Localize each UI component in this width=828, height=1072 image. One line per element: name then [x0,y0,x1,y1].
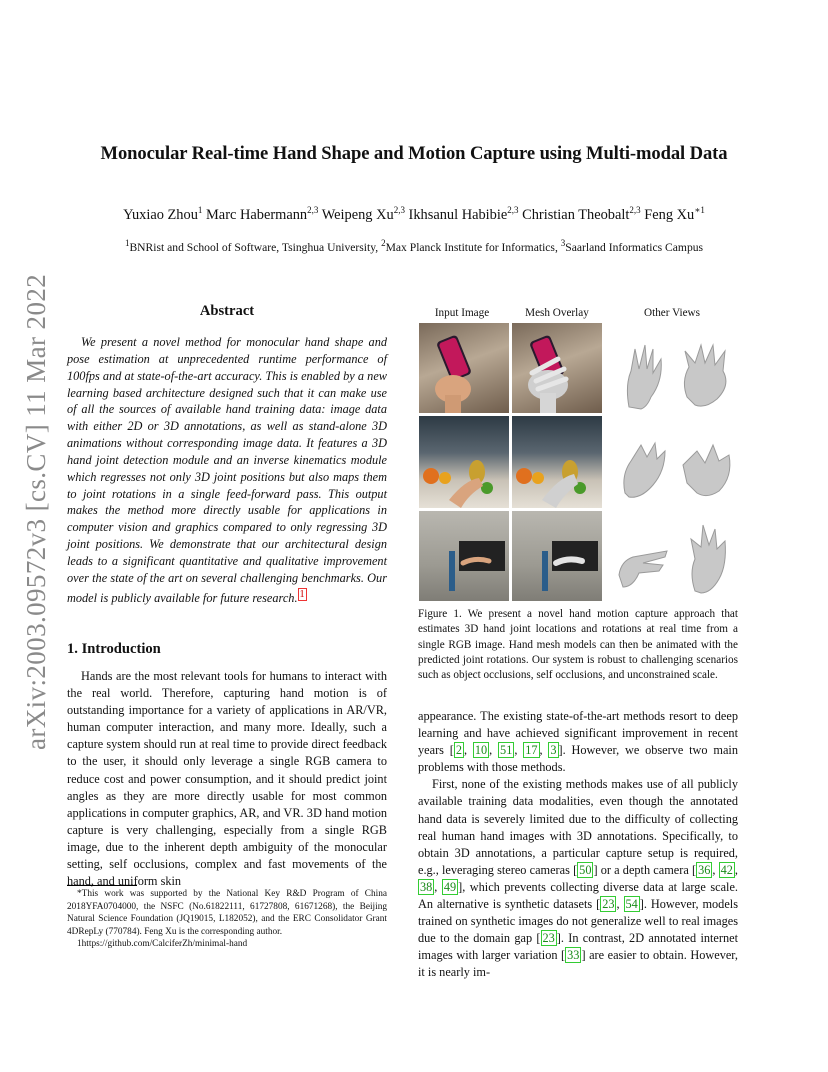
affiliation-name: BNRist and School of Software, Tsinghua University, [129,240,382,254]
mesh-overlay-phone [512,323,602,413]
citation-link[interactable]: 3 [550,743,557,758]
affiliations [0,238,828,254]
citation-link[interactable]: 54 [625,897,638,912]
author-name: Marc Habermann [206,206,308,223]
footnotes [67,888,387,951]
author-affiliation-mark: 2,3 [507,205,519,215]
author-name: Yuxiao Zhou [123,206,198,223]
author-name: Weipeng Xu [321,206,394,223]
author-affiliation-mark: 2,3 [393,205,405,215]
mesh-overlay-room [512,511,602,601]
paragraph: First, none of the existing methods makes use of all publicly available training data modalities, even though the annotated hand data is severely limited due to the difficulty of collecting real human hand images with 3D annotations. Specifically, to obtain 3D annotations, a particular capture setup is required, e.g., leveraging stereo cameras [ 50 ] or a depth camera [ 36 , 42 , 38 , 49 ], which prevents collecting diverse data at large scale. An alternative is synthetic datasets [ 23 , 54 ]. However, models trained on synthetic images do not generalize well to real images due to the domain gap [ 23 ]. In contrast, 2D annotated internet images with larger variation [ 33 ] are easier to obtain. However, it is nearly im- [418,777,739,980]
author-affiliation-mark: 1 [197,205,203,215]
figure-label-mesh-overlay: Mesh Overlay [525,307,589,319]
citation-link[interactable]: 49 [443,879,457,894]
section-heading-introduction: 1. Introduction [67,641,161,657]
author-name: Feng Xu [644,206,695,223]
citation-link[interactable]: 23 [542,931,555,946]
author-affiliation-mark: 2,3 [307,205,319,215]
hand-mesh-view [677,435,737,501]
arxiv-stamp: arXiv:2003.09572v3 [cs.CV] 11 Mar 2022 [21,273,51,750]
affiliation-name: Max Planck Institute for Informatics, [385,240,561,254]
hand-mesh-view [617,341,667,411]
abstract-text: We present a novel method for monocular hand shape and pose estimation at unprecedented runtime performance of 100fps and at state-of-the-art accuracy. This is enabled by a new learning based architecture designed such that it can make use of all the sources of available hand training data: image data with either 2D or 3D annotations, as well as stand-alone 3D animations without corresponding image data. It features a 3D hand joint detection module and an inverse kinematics module which regresses not only 3D joint positions but also maps them to joint rotations in a single feed-forward pass. This output makes the method more directly usable for applications in computer vision and graphics compared to only regressing 3D joint positions. We demonstrate that our architectural design leads to a significant quantitative and qualitative improvement over the state of the art on several challenging benchmarks. Our model is publicly available for future research. $^1$ [67,335,387,605]
author-list [0,205,828,224]
footnote-link[interactable]: 1 [299,588,305,600]
citation-link[interactable]: 2 [455,743,462,758]
citation-link[interactable]: 23 [602,897,615,912]
footnote-funding: *This work was supported by the National Key R&D Program of China 2018YFA0704000, the NSFC (No.61822111, 61727808, 61671268), the Beijing Natural Science Foundation (JQ19015, L182052), and the ERC Consolidator Grant 4DRepLy (770784). Feng Xu is the corresponding author. [67,889,387,937]
citation-link[interactable]: 50 [579,862,592,877]
hand-mesh-view [677,341,737,411]
citation-link[interactable]: 17 [525,743,538,758]
hand-mesh-view [613,531,673,591]
author-name: Ikhsanul Habibie [408,206,508,223]
citation-link[interactable]: 51 [500,743,513,758]
author-affiliation-mark: 2,3 [629,205,641,215]
right-column-text [418,708,738,982]
input-image-phone [419,323,509,413]
figure-1 [419,323,739,601]
citation-link[interactable]: 33 [567,948,580,963]
mesh-overlay-fruit [512,416,602,508]
hand-mesh-view [681,519,731,595]
paragraph: appearance. The existing state-of-the-art methods resort to deep learning and have achieved significant improvement in recent years [ 2 , 10 , 51 , 17 , 3 ]. However, we observe two main problems with those methods. [418,709,738,775]
figure-caption: Figure 1. We present a novel hand motion capture approach that estimates 3D hand joint locations and rotations at real time from a single RGB image. Hand mesh models can then be animated with the predicted joint rotations. Our system is robust to challenging scenarios such as object occlusions, self occlusions, and unconstrained scale. [418,608,738,682]
author-affiliation-mark: ∗1 [694,205,705,215]
citation-link[interactable]: 36 [698,862,711,877]
affiliation-mark: 3 [560,238,566,248]
author-name: Christian Theobalt [522,206,630,223]
footnote-url: 1https://github.com/CalciferZh/minimal-hand [77,939,248,949]
input-image-fruit [419,416,509,508]
citation-link[interactable]: 42 [720,862,733,877]
affiliation-mark: 2 [381,238,386,248]
citation-link[interactable]: 38 [420,879,433,894]
abstract-heading: Abstract [199,303,255,319]
footnote-divider [67,885,137,886]
hand-mesh-view [617,431,669,501]
intro-paragraph: Hands are the most relevant tools for humans to interact with the real world. Therefore, capturing hand motion is of outstanding importance for a variety of applications in AR/VR, human computer interaction, and many more. Ideally, such a capture system should run at real time to provide direct feedback to the user, it should only leverage a single RGB camera to reduce cost and power consumption, and it should predict joint angles as they are more directly usable for most common applications in computer graphics, AR, and VR. 3D hand motion capture is very challenging, especially from a single RGB image, due to the inherent depth ambiguity of the monocular setting, self occlusions, complex and fast movements of the hand, and uniform skin [67,669,387,889]
affiliation-name: Saarland Informatics Campus [565,240,704,254]
input-image-room [419,511,509,601]
citation-link[interactable]: 10 [474,743,488,758]
affiliation-mark: 1 [124,238,130,248]
figure-label-input-image: Input Image [434,307,490,319]
paper-title: Monocular Real-time Hand Shape and Motion Capture using Multi-modal Data [100,143,728,164]
figure-label-other-views: Other Views [644,307,700,319]
